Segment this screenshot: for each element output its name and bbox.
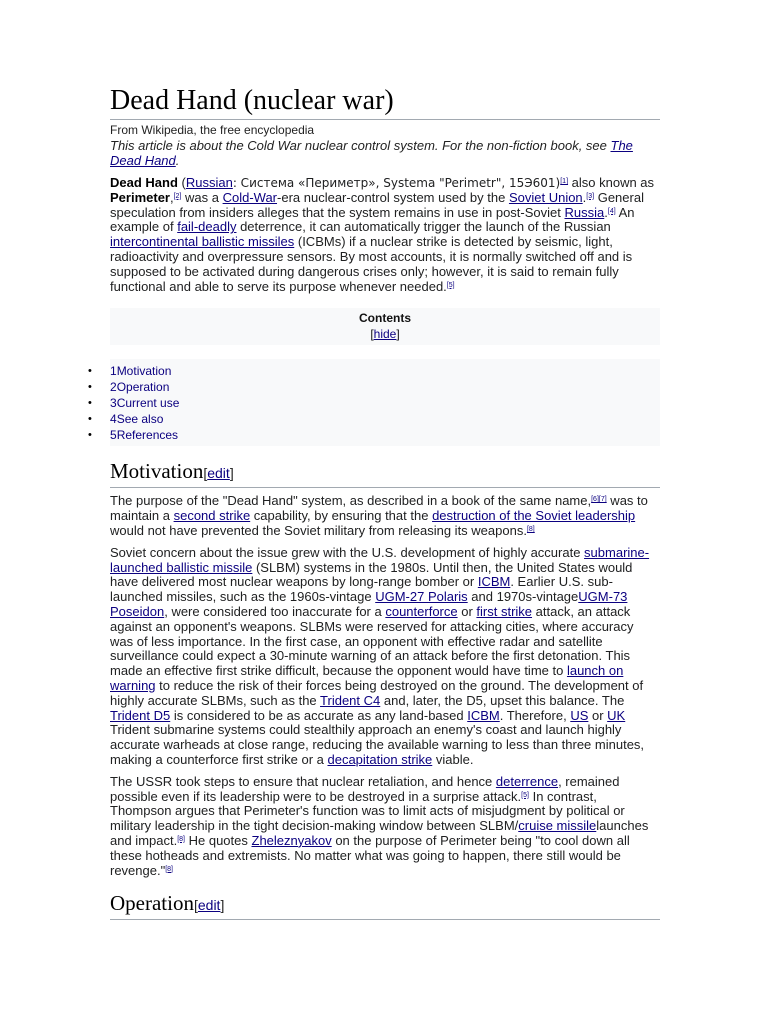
toc-item-motivation[interactable] [88, 363, 660, 379]
text: The USSR took steps to ensure that nuclear retaliation, and hence [110, 773, 496, 789]
site-tagline: From Wikipedia, the free encyclopedia [110, 123, 315, 137]
text: or [588, 707, 608, 723]
text: would not have prevented the Soviet military from releasing its weapons. [110, 522, 527, 538]
text: ( [177, 175, 186, 190]
bullet: • [88, 365, 92, 378]
article [88, 84, 660, 926]
intro-paragraph [110, 176, 660, 294]
toc-link[interactable] [110, 396, 179, 410]
bracket: ] [229, 465, 234, 482]
text: was a [181, 189, 223, 205]
text: , remained possible even if its leadership were to be destroyed in a surprise attack. [110, 773, 620, 804]
motivation-paragraph-3 [110, 775, 660, 879]
text: also known as [568, 175, 655, 190]
link-zheleznyakov[interactable]: Zheleznyakov [251, 832, 332, 848]
toc-link[interactable] [110, 380, 169, 394]
text: or [457, 603, 477, 619]
term-perimeter: Perimeter [110, 189, 170, 205]
text: and, later, the D5, upset this balance. The [380, 692, 625, 708]
text: on the purpose of Perimeter being "to cool down all these hotheads and extremists. No matter what was going to happen, there still would be revenge." [110, 832, 630, 878]
link-us[interactable]: US [570, 707, 589, 723]
toc-hide-toggle [110, 325, 660, 345]
text: The purpose of the "Dead Hand" system, as described in a book of the same name, [110, 493, 592, 509]
bracket: ] [220, 897, 225, 914]
link-ugm-27-polaris[interactable]: UGM-27 Polaris [375, 589, 468, 605]
ref-8b[interactable]: [8] [165, 865, 174, 873]
toc-header-box [110, 308, 660, 345]
page-title: Dead Hand (nuclear war) [110, 84, 660, 120]
link-soviet-union[interactable]: Soviet Union [508, 189, 583, 205]
toc-item-current-use[interactable] [88, 395, 660, 411]
text: , were considered too inaccurate for a [164, 603, 386, 619]
link-russian[interactable]: Russian [185, 175, 233, 190]
toc-num: 4 [110, 412, 117, 427]
link-launch-on-warning[interactable]: launch on warning [110, 663, 624, 693]
hatnote-link-the-dead-hand[interactable]: The Dead Hand [110, 138, 633, 168]
hatnote-text: This article is about the Cold War nuclear control system. For the non-fiction book, see [110, 138, 611, 153]
link-second-strike[interactable]: second strike [173, 508, 251, 524]
link-trident-d5[interactable]: Trident D5 [110, 707, 171, 723]
term-dead-hand: Dead Hand [110, 175, 178, 190]
bracket: [ [193, 897, 198, 914]
text: (ICBMs) if a nuclear strike is detected by seismic, light, radioactivity and overpressure sensors. By most accounts, it is normally switched off and is supposed to be activated during dangerous crises only; however, it is said to remain fully functional and able to serve its purpose whenever needed. [110, 234, 633, 294]
bracket: ] [396, 327, 400, 342]
bullet: • [88, 429, 92, 442]
text: An example of [110, 204, 635, 235]
bullet: • [88, 397, 92, 410]
toc-list [88, 359, 660, 446]
text: Soviet concern about the issue grew with the U.S. development of highly accurate [110, 544, 585, 560]
ref-2[interactable]: [2] [173, 192, 182, 200]
heading-text: Operation [110, 891, 194, 916]
text: . [604, 204, 608, 220]
toc-label: Current use [116, 396, 180, 411]
ref-5[interactable]: [5] [446, 281, 455, 289]
toc-num: 5 [110, 428, 117, 443]
toc-title: Contents [359, 311, 411, 326]
text: . Earlier U.S. sub-launched missiles, such as the 1960s-vintage [110, 574, 613, 605]
ref-5b[interactable]: [5] [521, 791, 529, 799]
text: . [582, 189, 587, 205]
link-deterrence[interactable]: deterrence [495, 773, 559, 789]
text: General speculation from insiders alleges that the system remains in use in post-Soviet [110, 189, 644, 220]
ref-1[interactable]: [1] [560, 178, 569, 185]
link-russia[interactable]: Russia [564, 204, 605, 220]
text: In contrast, Thompson argues that Perimeter's function was to limit acts of misjudgment by political or military leadership in the tight decision-making window between SLBM/ [110, 788, 625, 834]
toc-label: Operation [116, 380, 170, 395]
toc-num: 3 [110, 396, 117, 411]
toc-item-references[interactable] [88, 427, 660, 443]
link-icbm-full[interactable]: intercontinental ballistic missiles [110, 234, 295, 250]
bracket: [ [203, 465, 208, 482]
toc-item-see-also[interactable] [88, 411, 660, 427]
link-icbm-2[interactable]: ICBM [467, 707, 500, 723]
ref-8a[interactable]: [8] [177, 835, 185, 843]
toc-item-operation[interactable] [88, 379, 660, 395]
link-trident-c4[interactable]: Trident C4 [320, 692, 381, 708]
text: Trident submarine systems could stealthily approach an enemy's coast and launch highly accurate warheads at close range, reducing the available warning to less than three minutes, making a counterforce first strike or a [110, 722, 645, 767]
text: attack, an attack against an opponent's weapons. SLBMs were reserved for attacking cities, where accuracy was of less importance. In the first case, an opponent with effective radar and satellite surveillance could expect a 30-minute warning of an attack before the first detonation. This made an effective first strike difficult, because the opponent would have time to [110, 603, 634, 679]
text: deterrence, it can automatically trigger the launch of the Russian [236, 219, 611, 235]
link-fail-deadly[interactable]: fail-deadly [177, 219, 237, 235]
toc-label: See also [116, 412, 164, 427]
toc-num: 2 [110, 380, 117, 395]
link-cruise-missile[interactable]: cruise missile [518, 818, 597, 834]
edit-section [203, 465, 233, 481]
motivation-paragraph-2 [110, 546, 660, 768]
link-decapitation-strike[interactable]: decapitation strike [327, 751, 433, 767]
text: and 1970s-vintage [467, 589, 579, 605]
hatnote [110, 138, 660, 168]
motivation-paragraph-1 [110, 494, 660, 538]
text: , [169, 189, 174, 205]
section-heading-motivation [110, 458, 660, 488]
toc-link[interactable] [110, 364, 171, 378]
toc-link[interactable] [110, 412, 163, 426]
edit-link-operation[interactable]: edit [197, 897, 221, 914]
text: . Therefore, [499, 707, 571, 723]
russian-name: : Система «Периметр», Systema "Perimetr", 15Э601) [232, 176, 561, 190]
ref-8[interactable]: [8] [526, 525, 535, 533]
link-ugm-73-poseidon[interactable]: UGM-73 Poseidon [110, 589, 628, 619]
bullet: • [88, 381, 92, 394]
toc-num: 1 [110, 364, 117, 379]
link-cold-war[interactable]: Cold-War [222, 189, 278, 205]
hatnote-end: . [175, 153, 180, 168]
bracket: [ [370, 327, 374, 342]
link-slbm[interactable]: submarine-launched ballistic missile [110, 544, 650, 575]
text: is considered to be as accurate as any land-based [170, 707, 468, 723]
ref-6-7[interactable]: [6][7] [591, 496, 607, 504]
edit-section [194, 897, 224, 913]
bullet: • [88, 413, 92, 426]
toc-label: References [116, 428, 179, 443]
text: viable. [432, 751, 474, 767]
text: launches and impact. [110, 818, 649, 848]
section-heading-operation [110, 890, 660, 920]
toc-label: Motivation [116, 364, 172, 379]
edit-link-motivation[interactable]: edit [207, 465, 230, 482]
heading-text: Motivation [110, 459, 204, 484]
link-counterforce[interactable]: counterforce [385, 603, 458, 619]
text: was to maintain a [110, 493, 648, 524]
link-first-strike[interactable]: first strike [476, 603, 533, 619]
text: capability, by ensuring that the [250, 508, 433, 524]
text: -era nuclear-control system used by the [277, 189, 509, 205]
text: to reduce the risk of their forces being destroyed on the ground. The development of highly accurate SLBMs, such as the [110, 677, 644, 708]
toc-hide-link[interactable]: hide [373, 327, 397, 342]
ref-3[interactable]: [3] [586, 192, 595, 200]
link-icbm[interactable]: ICBM [477, 574, 511, 590]
text: (SLBM) systems in the 1980s. Until then, the United States would have delivered most nuclear weapons by long-range bomber or [110, 559, 633, 590]
toc-link[interactable] [110, 428, 178, 442]
ref-4[interactable]: [4] [607, 207, 616, 215]
link-destruction-soviet-leadership[interactable]: destruction of the Soviet leadership [432, 508, 636, 524]
link-uk[interactable]: UK [607, 707, 626, 723]
text: He quotes [185, 832, 252, 848]
